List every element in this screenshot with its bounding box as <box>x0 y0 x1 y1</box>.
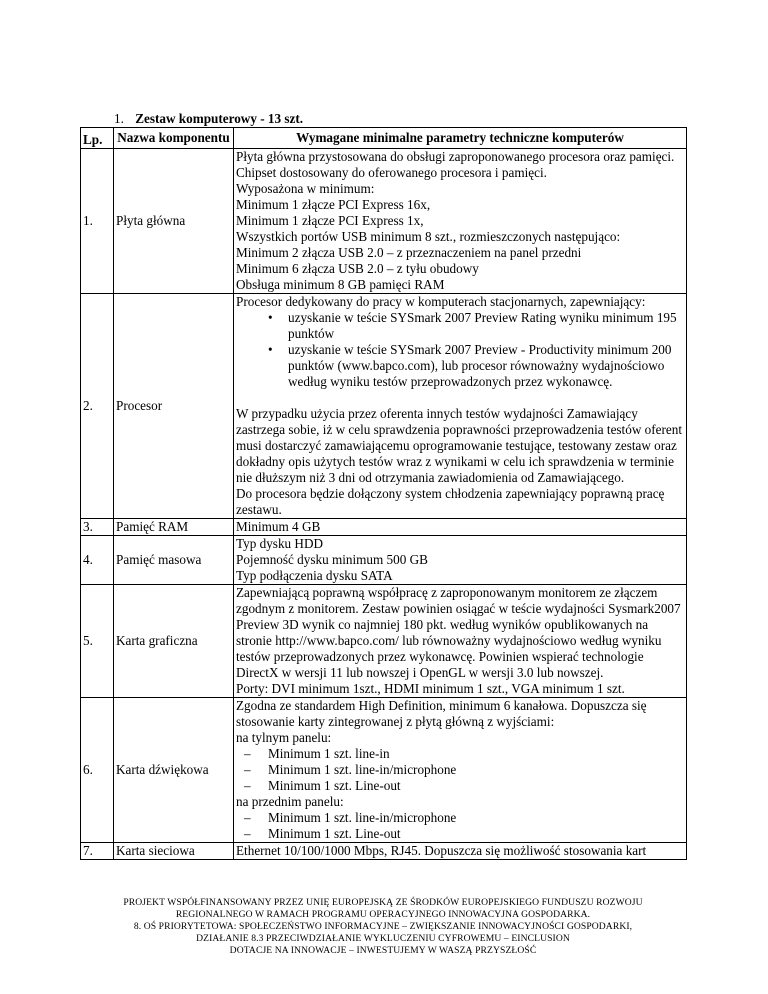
list-item: – Minimum 1 szt. line-in/microphone <box>268 810 684 826</box>
param-line: Minimum 2 złącza USB 2.0 – z przeznaczeniem na panel przedni <box>236 245 582 260</box>
table-row <box>81 585 687 698</box>
param-line: Minimum 1 złącze PCI Express 1x, <box>236 213 424 228</box>
table-header-row <box>81 128 687 149</box>
list-item: – Minimum 1 szt. Line-out <box>268 778 684 794</box>
list-item: – Minimum 1 szt. line-in <box>268 746 684 762</box>
param-line: Minimum 4 GB <box>236 519 321 534</box>
param-line: Chipset dostosowany do oferowanego procesora i pamięci. <box>236 165 547 180</box>
component-params <box>234 294 687 519</box>
header-lp: Lp. <box>81 128 114 149</box>
param-line: Wyposażona w minimum: <box>236 181 375 196</box>
footer-line: REGIONALNEGO W RAMACH PROGRAMU OPERACYJNEGO INNOWACYJNA GOSPODARKA. <box>175 909 591 920</box>
component-params <box>234 585 687 698</box>
dash-list <box>236 810 684 842</box>
row-number: 2. <box>81 294 114 519</box>
component-name: Karta sieciowa <box>114 843 234 860</box>
list-item: • uzyskanie w teście SYSmark 2007 Preview - Productivity minimum 200 punktów (www.bapco.com), lub procesor równoważny wydajnościowo według wyniku testów przeprowadzonych przez wykonawcę. <box>288 342 684 390</box>
param-line: Pojemność dysku minimum 500 GB <box>236 552 428 567</box>
param-line: Typ podłączenia dysku SATA <box>236 568 393 583</box>
param-paragraph: Zgodna ze standardem High Definition, minimum 6 kanałowa. Dopuszcza się stosowanie karty zintegrowanej z płytą główną z wyjściami: <box>236 698 647 729</box>
table-row <box>81 294 687 519</box>
row-number: 4. <box>81 536 114 585</box>
list-item: – Minimum 1 szt. line-in/microphone <box>268 762 684 778</box>
table-row <box>81 843 687 860</box>
bullet-list <box>236 310 684 390</box>
param-line: Wszystkich portów USB minimum 8 szt., rozmieszczonych następująco: <box>236 229 621 244</box>
footer-line: DOTACJE NA INNOWACJE – INWESTUJEMY W WASZĄ PRZYSZŁOŚĆ <box>229 945 537 956</box>
component-params <box>234 149 687 294</box>
row-number: 6. <box>81 698 114 843</box>
page-footer <box>80 897 686 957</box>
section-heading <box>114 111 303 127</box>
component-params <box>234 698 687 843</box>
param-line: Procesor dedykowany do pracy w komputerach stacjonarnych, zapewniający: <box>236 294 646 309</box>
component-name: Karta dźwiękowa <box>114 698 234 843</box>
list-item: • uzyskanie w teście SYSmark 2007 Preview Rating wyniku minimum 195 punktów <box>288 310 684 342</box>
row-number: 5. <box>81 585 114 698</box>
param-paragraph: W przypadku użycia przez oferenta innych testów wydajności Zamawiający zastrzega sobie, iż w celu sprawdzenia poprawności przeprowadzenia testów oferent musi dostarczyć zamawiającemu oprogramowanie testujące, testowany zestaw oraz dokładny opis użytych testów wraz z wynikami w celu ich sprawdzenia w terminie nie dłuższym niż 3 dni od otrzymania zawiadomienia od Zamawiającego. <box>236 406 682 485</box>
param-paragraph: Porty: DVI minimum 1szt., HDMI minimum 1 szt., VGA minimum 1 szt. <box>236 681 625 696</box>
list-item: – Minimum 1 szt. Line-out <box>268 826 684 842</box>
row-number: 3. <box>81 519 114 536</box>
param-line: Typ dysku HDD <box>236 536 323 551</box>
param-paragraph: Zapewniającą poprawną współpracę z zaproponowanym monitorem ze złączem zgodnym z monitorem. Zestaw powinien osiągać w teście wydajności Sysmark2007 Preview 3D wynik co najmniej 180 pkt. według wyników opublikowanych na stronie http://www.bapco.com/ lub równoważny wydajnościowo według wyniku testów przeprowadzonych przez wykonawcę. Powinien wspierać technologie DirectX w wersji 11 lub nowszej i OpenGL w wersji 3.0 lub nowszej. <box>236 585 681 680</box>
header-requirements: Wymagane minimalne parametry techniczne komputerów <box>234 128 687 149</box>
param-line: Minimum 6 złącza USB 2.0 – z tyłu obudowy <box>236 261 479 276</box>
component-name: Płyta główna <box>114 149 234 294</box>
table-row <box>81 698 687 843</box>
section-number: 1. <box>114 111 124 126</box>
table-row <box>81 519 687 536</box>
param-line: na tylnym panelu: <box>236 730 332 745</box>
component-params <box>234 843 687 860</box>
table-row <box>81 536 687 585</box>
section-title: Zestaw komputerowy - 13 szt. <box>135 111 304 126</box>
param-line: Obsługa minimum 8 GB pamięci RAM <box>236 277 445 292</box>
param-paragraph: Do procesora będzie dołączony system chłodzenia zapewniający poprawną pracę zestawu. <box>236 486 665 517</box>
component-params <box>234 519 687 536</box>
footer-line: DZIAŁANIE 8.3 PRZECIWDZIAŁANIE WYKLUCZENIU CYFROWEMU – EINCLUSION <box>196 933 570 944</box>
table-row <box>81 149 687 294</box>
header-component-name: Nazwa komponentu <box>114 128 234 149</box>
footer-line: PROJEKT WSPÓŁFINANSOWANY PRZEZ UNIĘ EUROPEJSKĄ ZE ŚRODKÓW EUROPEJSKIEGO FUNDUSZU ROZWOJU <box>123 897 643 908</box>
component-params <box>234 536 687 585</box>
row-number: 1. <box>81 149 114 294</box>
component-name: Karta graficzna <box>114 585 234 698</box>
param-line: Minimum 1 złącze PCI Express 16x, <box>236 197 431 212</box>
requirements-table <box>80 127 687 860</box>
component-name: Procesor <box>114 294 234 519</box>
component-name: Pamięć RAM <box>114 519 234 536</box>
footer-line: 8. OŚ PRIORYTETOWA: SPOŁECZEŃSTWO INFORMACYJNE – ZWIĘKSZANIE INNOWACYJNOŚCI GOSPODARKI, <box>133 921 633 932</box>
param-line: Ethernet 10/100/1000 Mbps, RJ45. Dopuszcza się możliwość stosowania kart <box>236 843 647 858</box>
dash-list <box>236 746 684 794</box>
param-line: na przednim panelu: <box>236 794 344 809</box>
param-line: Płyta główna przystosowana do obsługi zaproponowanego procesora oraz pamięci. <box>236 149 675 164</box>
component-name: Pamięć masowa <box>114 536 234 585</box>
row-number: 7. <box>81 843 114 860</box>
